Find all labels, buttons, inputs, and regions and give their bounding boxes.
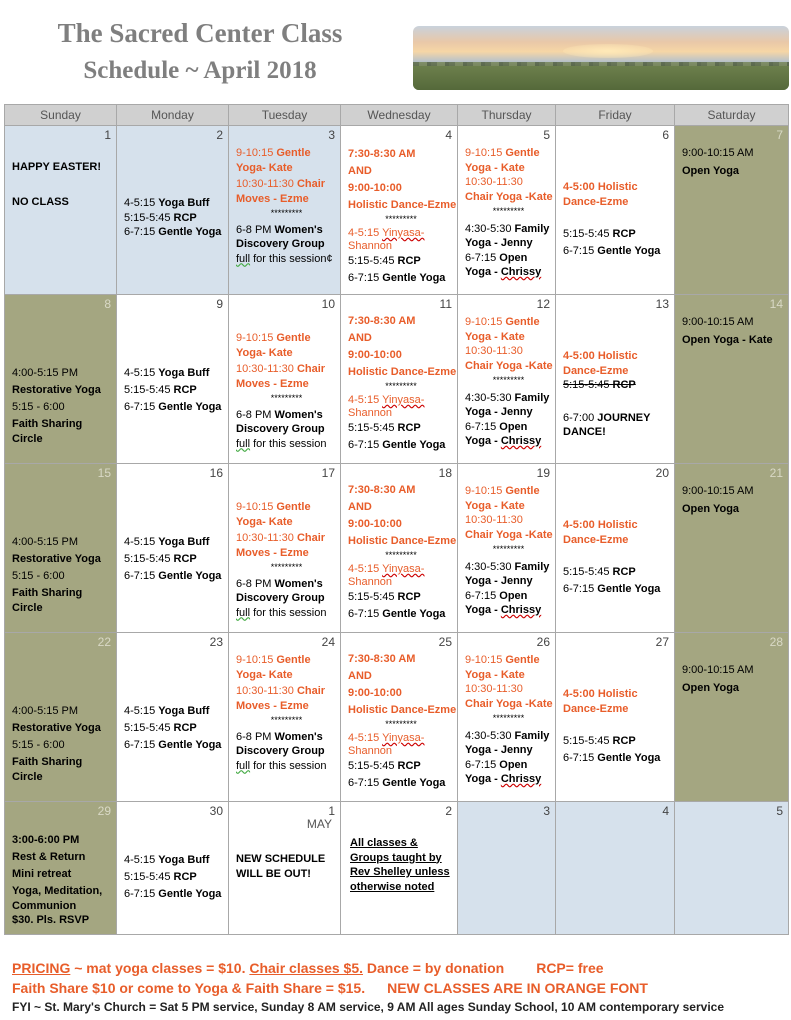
day-cell: 7 9:00-10:15 AM Open Yoga	[675, 126, 789, 295]
day-number: 26	[536, 635, 550, 649]
event-text: NO CLASS	[12, 195, 69, 208]
day-number: 19	[536, 466, 550, 480]
day-cell: 3 9-10:15 Gentle Yoga- Kate 10:30-11:30 Chair Moves - Ezme ********* 6-8 PM Women's Discovery Group full for this session¢	[229, 126, 341, 295]
event-text: full for this session¢	[236, 252, 333, 265]
event-text: 6-7:15 Gentle Yoga	[124, 226, 222, 238]
day-cell: 6 4-5:00 Holistic Dance-Ezme 5:15-5:45 RCP 6-7:15 Gentle Yoga	[556, 126, 675, 295]
day-cell: 16 4-5:15 Yoga Buff 5:15-5:45 RCP 6-7:15 Gentle Yoga	[117, 464, 229, 633]
day-number: 1	[328, 804, 335, 818]
day-cell	[556, 802, 675, 935]
day-cell: 18 7:30-8:30 AM AND 9:00-10:00 Holistic Dance-Ezme ********* 4-5:15 Yinyasa- Shannon 5:15-5:45 RCP 6-7:15 Gentle Yoga	[341, 464, 458, 633]
day-number: 4	[445, 128, 452, 142]
event-text: 10:30-11:30 Chair	[236, 178, 326, 190]
day-number: 16	[209, 466, 223, 480]
day-number: 3	[543, 804, 550, 818]
day-cell	[458, 802, 556, 935]
day-cell: 1 MAY NEW SCHEDULE WILL BE OUT!	[229, 802, 341, 935]
landscape-banner-image	[413, 26, 789, 90]
day-number: 15	[97, 466, 111, 480]
day-cell: 26 9-10:15 Gentle Yoga - Kate 10:30-11:30 Chair Yoga -Kate ********* 4:30-5:30 Family Yoga - Jenny 6-7:15 Open Yoga - Chrissy	[458, 633, 556, 802]
day-number: 4	[662, 804, 669, 818]
day-number: 5	[776, 804, 783, 818]
day-number: 28	[769, 635, 783, 649]
event-text: 9-10:15 Gentle	[236, 147, 311, 159]
day-cell: 2 All classes & Groups taught by Rev Shelley unless otherwise noted	[341, 802, 458, 935]
day-number: 22	[97, 635, 111, 649]
day-number: 29	[97, 804, 111, 818]
day-number: 13	[655, 297, 669, 311]
day-number: 5	[543, 128, 550, 142]
day-cell	[117, 126, 229, 295]
day-cell: 24 9-10:15 Gentle Yoga- Kate 10:30-11:30 Chair Moves - Ezme ********* 6-8 PM Women's Discovery Group full for this session	[229, 633, 341, 802]
event-text: 5:15-5:45 RCP	[124, 211, 197, 224]
day-cell: 14 9:00-10:15 AM Open Yoga - Kate	[675, 295, 789, 464]
day-number: 9	[216, 297, 223, 311]
event-text: HAPPY EASTER!	[12, 161, 102, 173]
page-title: The Sacred Center Class	[57, 18, 343, 48]
weekday-friday: Friday	[556, 105, 675, 126]
day-number: 17	[321, 466, 335, 480]
event-text: Moves - Ezme	[236, 192, 309, 205]
event-text: Discovery Group	[236, 238, 325, 250]
day-number: 24	[321, 635, 335, 649]
weekday-wednesday: Wednesday	[341, 105, 458, 126]
calendar-table	[4, 104, 789, 935]
day-number: 2	[445, 804, 452, 818]
weekday-monday: Monday	[117, 105, 229, 126]
day-number: 20	[655, 466, 669, 480]
day-number: 3	[328, 128, 335, 142]
fyi-line: FYI ~ St. Mary's Church = Sat 5 PM service, Sunday 8 AM service, 9 AM All ages Sunday School, 10 AM contemporary service	[12, 1000, 725, 1014]
event-text: 6-8 PM Women's	[236, 223, 323, 236]
weekday-tuesday: Tuesday	[229, 105, 341, 126]
weekday-saturday: Saturday	[675, 105, 789, 126]
month-label: MAY	[306, 817, 332, 831]
day-number: 14	[769, 297, 783, 311]
day-cell: 23 4-5:15 Yoga Buff 5:15-5:45 RCP 6-7:15 Gentle Yoga	[117, 633, 229, 802]
day-cell: 15 4:00-5:15 PM Restorative Yoga 5:15 - 6:00 Faith Sharing Circle	[5, 464, 117, 633]
day-number: 27	[655, 635, 669, 649]
day-number: 21	[769, 466, 783, 480]
day-cell	[675, 802, 789, 935]
day-number: 6	[662, 128, 669, 142]
weekday-thursday: Thursday	[458, 105, 556, 126]
day-cell: 30 4-5:15 Yoga Buff 5:15-5:45 RCP 6-7:15 Gentle Yoga	[117, 802, 229, 935]
day-cell: 27 4-5:00 Holistic Dance-Ezme 5:15-5:45 RCP 6-7:15 Gentle Yoga	[556, 633, 675, 802]
day-cell: 10 9-10:15 Gentle Yoga- Kate 10:30-11:30 Chair Moves - Ezme ********* 6-8 PM Women's Discovery Group full for this session	[229, 295, 341, 464]
day-cell: 25 7:30-8:30 AM AND 9:00-10:00 Holistic Dance-Ezme ********* 4-5:15 Yinyasa- Shannon 5:15-5:45 RCP 6-7:15 Gentle Yoga	[341, 633, 458, 802]
week-row	[5, 295, 789, 464]
day-cell: 22 4:00-5:15 PM Restorative Yoga 5:15 - 6:00 Faith Sharing Circle	[5, 633, 117, 802]
day-cell: 17 9-10:15 Gentle Yoga- Kate 10:30-11:30 Chair Moves - Ezme ********* 6-8 PM Women's Discovery Group full for this session	[229, 464, 341, 633]
day-number: 11	[439, 297, 452, 311]
day-cell: 5 9-10:15 Gentle Yoga - Kate 10:30-11:30 Chair Yoga -Kate ********* 4:30-5:30 Family Yoga - Jenny 6-7:15 Open Yoga - Chrissy	[458, 126, 556, 295]
day-cell: 20 4-5:00 Holistic Dance-Ezme 5:15-5:45 RCP 6-7:15 Gentle Yoga	[556, 464, 675, 633]
week-row	[5, 464, 789, 633]
day-cell: 29 3:00-6:00 PM Rest & Return Mini retreat Yoga, Meditation, Communion $30. Pls. RSVP	[5, 802, 117, 935]
day-number: 30	[209, 804, 223, 818]
day-cell: 11 7:30-8:30 AM AND 9:00-10:00 Holistic Dance-Ezme ********* 4-5:15 Yinyasa- Shannon 5:15-5:45 RCP 6-7:15 Gentle Yoga	[341, 295, 458, 464]
day-cell: 21 9:00-10:15 AM Open Yoga	[675, 464, 789, 633]
day-cell: 13 4-5:00 Holistic Dance-Ezme 5:15-5:45 RCP 6-7:00 JOURNEY DANCE!	[556, 295, 675, 464]
day-number: 1	[104, 128, 111, 142]
week-row	[5, 633, 789, 802]
day-cell: 28 9:00-10:15 AM Open Yoga	[675, 633, 789, 802]
day-cell: 19 9-10:15 Gentle Yoga - Kate 10:30-11:30 Chair Yoga -Kate ********* 4:30-5:30 Family Yoga - Jenny 6-7:15 Open Yoga - Chrissy	[458, 464, 556, 633]
event-text: Yoga- Kate	[236, 161, 293, 174]
day-cell: 8 4:00-5:15 PM Restorative Yoga 5:15 - 6:00 Faith Sharing Circle	[5, 295, 117, 464]
faith-share-line: Faith Share $10 or come to Yoga & Faith Share = $15. NEW CLASSES ARE IN ORANGE FONT	[12, 980, 648, 996]
day-number: 7	[776, 128, 783, 142]
day-number: 18	[438, 466, 452, 480]
day-cell: 12 9-10:15 Gentle Yoga - Kate 10:30-11:30 Chair Yoga -Kate ********* 4:30-5:30 Family Yoga - Jenny 6-7:15 Open Yoga - Chrissy	[458, 295, 556, 464]
event-text: 4-5:15 Yoga Buff	[124, 197, 210, 209]
week-row	[5, 802, 789, 935]
day-cell: 4 7:30-8:30 AM AND 9:00-10:00 Holistic Dance-Ezme ********* 4-5:15 Yinyasa- Shannon 5:15-5:45 RCP 6-7:15 Gentle Yoga	[341, 126, 458, 295]
pricing-line: PRICING ~ mat yoga classes = $10. Chair classes $5. Dance = by donation RCP= free	[12, 960, 604, 976]
day-number: 2	[216, 128, 223, 142]
weekday-header-row	[5, 105, 789, 126]
day-number: 23	[209, 635, 223, 649]
day-number: 10	[321, 297, 335, 311]
day-cell	[5, 126, 117, 295]
day-number: 25	[438, 635, 452, 649]
day-number: 8	[104, 297, 111, 311]
week-row	[5, 126, 789, 295]
weekday-sunday: Sunday	[5, 105, 117, 126]
page-subtitle: Schedule ~ April 2018	[83, 57, 317, 84]
day-cell: 9 4-5:15 Yoga Buff 5:15-5:45 RCP 6-7:15 Gentle Yoga	[117, 295, 229, 464]
day-number: 12	[536, 297, 550, 311]
